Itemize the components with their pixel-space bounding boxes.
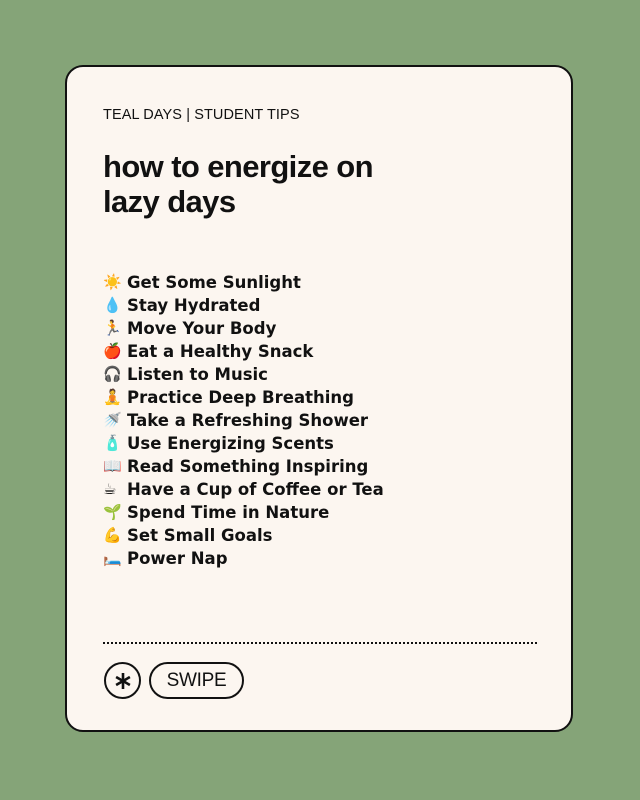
meditation-icon: 🧘 xyxy=(103,388,122,406)
sun-icon: ☀️ xyxy=(103,273,122,291)
runner-icon: 🏃 xyxy=(103,319,122,337)
list-item xyxy=(103,271,384,294)
droplet-icon: 💧 xyxy=(103,296,122,314)
tip-label: Practice Deep Breathing xyxy=(127,388,354,407)
list-item xyxy=(103,478,384,501)
list-item xyxy=(103,340,384,363)
apple-icon: 🍎 xyxy=(103,342,122,360)
tip-label: Use Energizing Scents xyxy=(127,434,334,453)
tips-card xyxy=(65,65,573,732)
title-line-2: lazy days xyxy=(103,184,236,219)
brand-label: TEAL DAYS | STUDENT TIPS xyxy=(103,107,300,123)
list-item xyxy=(103,386,384,409)
list-item xyxy=(103,294,384,317)
tip-label: Spend Time in Nature xyxy=(127,503,330,522)
bed-icon: 🛏️ xyxy=(103,549,122,567)
list-item xyxy=(103,547,384,570)
tip-label: Eat a Healthy Snack xyxy=(127,342,314,361)
asterisk-button[interactable] xyxy=(104,662,141,699)
asterisk-icon xyxy=(114,672,132,690)
tip-label: Stay Hydrated xyxy=(127,296,261,315)
seedling-icon: 🌱 xyxy=(103,503,122,521)
tip-label: Get Some Sunlight xyxy=(127,273,301,292)
list-item xyxy=(103,524,384,547)
page-title xyxy=(103,149,523,219)
headphones-icon: 🎧 xyxy=(103,365,122,383)
flexed-biceps-icon: 💪 xyxy=(103,526,122,544)
tips-list xyxy=(103,271,384,570)
list-item xyxy=(103,501,384,524)
tip-label: Set Small Goals xyxy=(127,526,273,545)
list-item xyxy=(103,409,384,432)
list-item xyxy=(103,432,384,455)
hot-beverage-icon: ☕ xyxy=(103,480,117,498)
open-book-icon: 📖 xyxy=(103,457,122,475)
list-item xyxy=(103,317,384,340)
list-item xyxy=(103,363,384,386)
tip-label: Have a Cup of Coffee or Tea xyxy=(127,480,384,499)
tip-label: Listen to Music xyxy=(127,365,268,384)
shower-icon: 🚿 xyxy=(103,411,122,429)
title-line-1: how to energize on xyxy=(103,149,373,184)
tip-label: Read Something Inspiring xyxy=(127,457,369,476)
tip-label: Power Nap xyxy=(127,549,228,568)
swipe-button[interactable]: SWIPE xyxy=(149,662,244,699)
tip-label: Take a Refreshing Shower xyxy=(127,411,369,430)
dotted-divider xyxy=(103,642,537,644)
list-item xyxy=(103,455,384,478)
lotion-bottle-icon: 🧴 xyxy=(103,434,122,452)
tip-label: Move Your Body xyxy=(127,319,277,338)
